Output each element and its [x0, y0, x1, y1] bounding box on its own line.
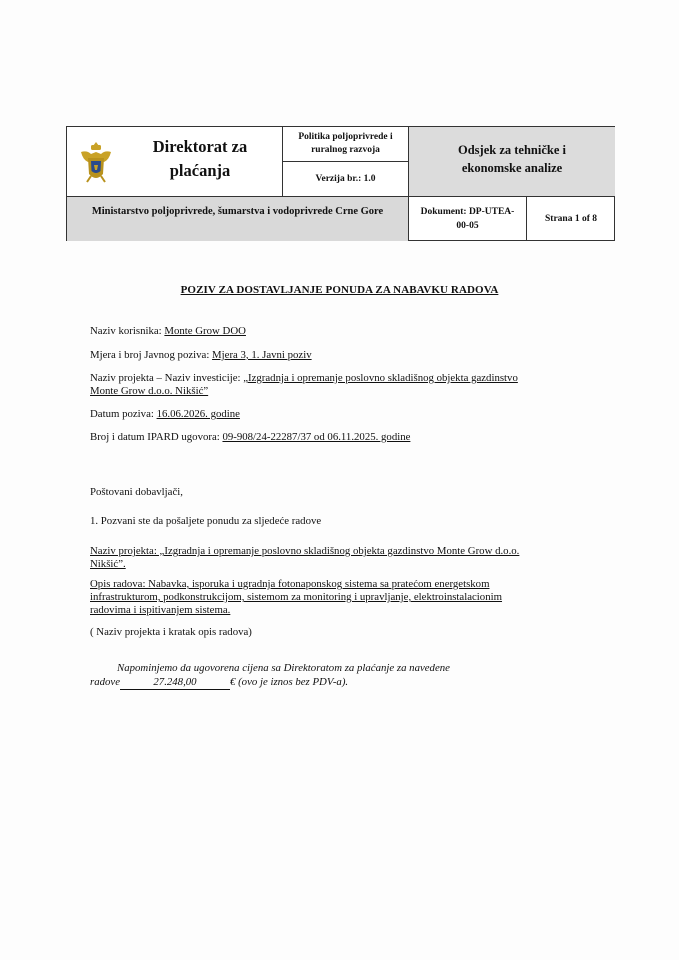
work-description-line2: infrastrukturom, podkonstrukcijom, sistemom za monitoring i upravljanje, elektroinstalacionim	[90, 591, 503, 603]
project-field-line2	[90, 385, 208, 398]
page-number-cell: Strana 1 of 8	[545, 214, 597, 224]
work-description-line3: radovima i ispitivanjem sistema.	[90, 604, 231, 616]
version-cell: Verzija br.: 1.0	[283, 162, 409, 197]
document-title: POZIV ZA DOSTAVLJANJE PONUDA ZA NABAVKU RADOVA	[180, 284, 499, 296]
directorate-title	[125, 135, 275, 183]
date-value: 16.06.2026. godine	[156, 408, 240, 420]
document-code-cell	[409, 197, 527, 241]
header-logo-cell	[67, 127, 283, 197]
call-label: Mjera i broj Javnog poziva:	[90, 349, 213, 361]
contract-label: Broj i datum IPARD ugovora:	[90, 431, 223, 443]
header-table	[66, 126, 615, 241]
user-label: Naziv korisnika:	[90, 325, 165, 337]
price-amount: 27.248,00	[120, 676, 230, 690]
document-code-line2: 00-05	[456, 221, 479, 231]
document-code-line1: Dokument: DP-UTEA-	[420, 207, 515, 217]
project-name-block	[90, 545, 590, 571]
date-field	[90, 408, 240, 421]
user-value: Monte Grow DOO	[164, 325, 246, 337]
coat-of-arms-icon	[79, 140, 113, 184]
contract-value: 09-908/24-22287/37 od 06.11.2025. godine	[222, 431, 411, 443]
price-note-line1: Napominjemo da ugovorena cijena sa Direktoratom za plaćanje za navedene	[117, 662, 450, 674]
project-name-line2: Nikšić”.	[90, 558, 126, 570]
project-value-line2: Monte Grow d.o.o. Nikšić”	[90, 385, 209, 397]
project-name-line1: Naziv projekta: „Izgradnja i opremanje poslovno skladišnog objekta gazdinstvo Monte Grow d.o.o.	[90, 545, 520, 557]
date-label: Datum poziva:	[90, 408, 157, 420]
project-label: Naziv projekta – Naziv investicije:	[90, 372, 244, 384]
ministry-cell: Ministarstvo poljoprivrede, šumarstva i vodoprivrede Crne Gore	[67, 197, 409, 241]
price-note-line2	[90, 676, 348, 690]
user-field	[90, 325, 246, 338]
department-line1: Odsjek za tehničke i	[458, 143, 566, 157]
item-1: 1. Pozvani ste da pošaljete ponudu za sljedeće radove	[90, 515, 322, 527]
call-value: Mjera 3, 1. Javni poziv	[212, 349, 312, 361]
contract-field	[90, 431, 410, 444]
policy-cell: Politika poljoprivrede i ruralnog razvoja	[283, 127, 409, 162]
directorate-title-line2: plaćanja	[169, 161, 231, 180]
price-note-prefix: radove	[90, 676, 120, 688]
work-description-line1: Opis radova: Nabavka, isporuka i ugradnja fotonaponskog sistema sa pratećom energetskom	[90, 578, 490, 590]
work-description-block	[90, 578, 590, 617]
department-line2: ekonomske analize	[461, 161, 563, 175]
description-hint: ( Naziv projekta i kratak opis radova)	[90, 626, 252, 638]
department-cell	[409, 127, 615, 197]
price-note-suffix: € (ovo je iznos bez PDV-a).	[229, 676, 349, 688]
call-field	[90, 349, 312, 362]
project-field-line1	[90, 372, 518, 385]
project-value-line1: „Izgradnja i opremanje poslovno skladišnog objekta gazdinstvo	[243, 372, 518, 384]
directorate-title-line1: Direktorat za	[152, 137, 248, 156]
greeting: Poštovani dobavljači,	[90, 486, 183, 498]
